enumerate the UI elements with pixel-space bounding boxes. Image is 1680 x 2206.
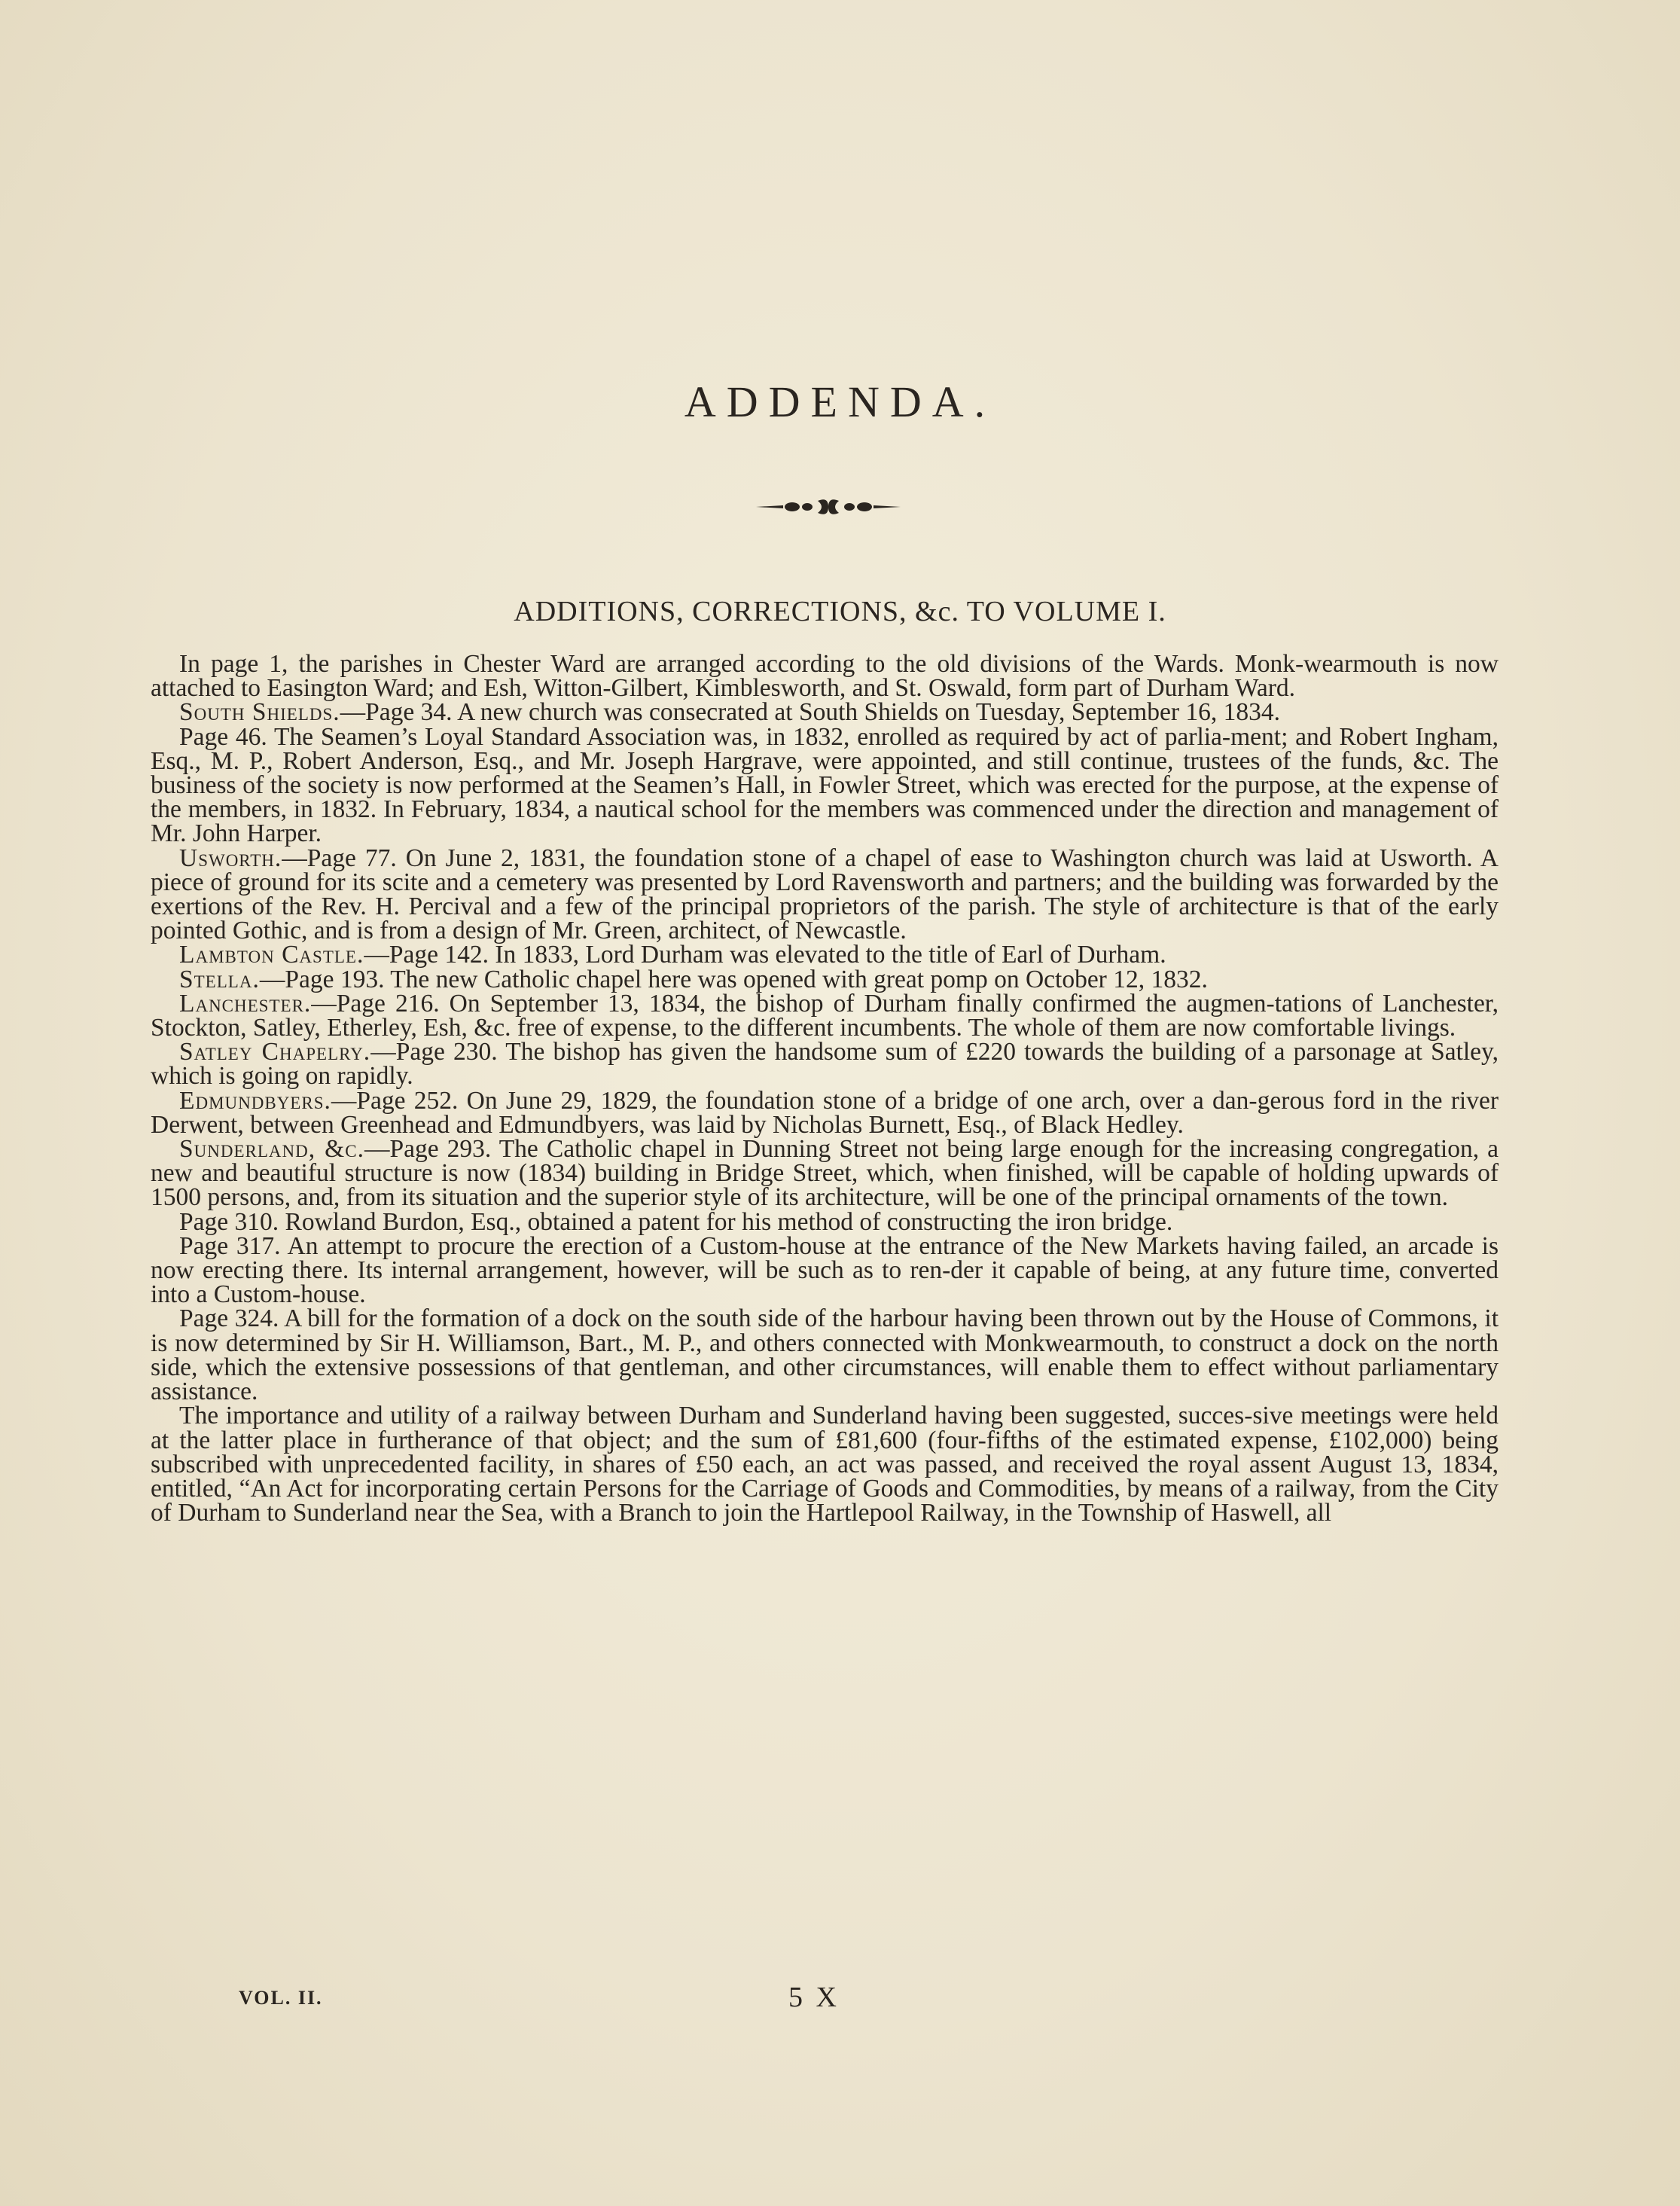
paragraph-text: —Page 142. In 1833, Lord Durham was elevated to the title of Earl of Durham. (364, 941, 1166, 969)
paragraph (151, 722, 1499, 848)
paragraph-lead: Lambton Castle. (179, 941, 364, 969)
paragraph-text: Page 317. An attempt to procure the erection of a Custom-house at the entrance of the New Markets having failed, an arcade is now erecting there. Its internal arrangement, however, will be such as to ren-der it capable of being, at any future time, converted into a Custom-house. (151, 1231, 1499, 1309)
paragraph-text: The importance and utility of a railway between Durham and Sunderland having been suggested, succes-sive meetings were held at the latter place in furtherance of that object; and the sum of £81,600 (four-fifths of the estimated expense, £102,000) being subscribed with unprecedented facility, in shares of £50 each, an act was passed, and received the royal assent August 13, 1834, entitled, “An Act for incorporating certain Persons for the Carriage of Goods and Commodities, by means of a railway, from the City of Durham to Sunderland near the Sea, with a Branch to join the Hartlepool Railway, in the Township of Haswell, all (151, 1402, 1499, 1527)
paragraph (151, 1231, 1499, 1309)
paragraph-text: —Page 230. The bishop has given the handsome sum of £220 towards the building of a parsonage at Satley, which is going on rapidly. (151, 1038, 1499, 1091)
page-title: ADDENDA. (684, 377, 996, 426)
paragraph-text: —Page 293. The Catholic chapel in Dunning Street not being large enough for the increasing congregation, a new and beautiful structure is now (1834) building in Bridge Street, which, when finished, will be capable of holding upwards of 1500 persons, and, from its situation and the superior style of its architecture, will be one of the principal ornaments of the town. (151, 1135, 1499, 1212)
paragraph-lead: Edmundbyers. (179, 1086, 331, 1115)
paragraph-text: Page 46. The Seamen’s Loyal Standard Association was, in 1832, enrolled as required by act of parlia-ment; and Robert Ingham, Esq., M. P., Robert Anderson, Esq., and Mr. Joseph Hargrave, were appointed, and still continue, trustees of the funds, &c. The business of the society is now performed at the Seamen’s Hall, in Fowler Street, which was erected for the purpose, at the expense of the members, in 1832. In February, 1834, a nautical school for the members was commenced under the direction and management of Mr. John Harper. (151, 722, 1499, 848)
paragraph (151, 1137, 1499, 1210)
body-text (151, 652, 1499, 1525)
paragraph-lead: Stella. (179, 965, 260, 993)
paragraph (151, 965, 1499, 993)
paragraph-lead: Satley Chapelry. (179, 1038, 371, 1066)
paragraph (151, 1207, 1499, 1236)
paragraph-text: Page 324. A bill for the formation of a dock on the south side of the harbour having been thrown out by the House of Commons, it is now determined by Sir H. Williamson, Bart., M. P., and others connected with Monkwearmouth, to construct a dock on the north side, which the extensive possessions of that gentleman, and other circumstances, will enable them to effect without parliamentary assistance. (151, 1304, 1499, 1406)
paragraph (151, 844, 1499, 945)
signature-mark: 5 X (788, 1982, 840, 2013)
paragraph (151, 700, 1499, 725)
paragraph-lead: Lanchester. (179, 989, 312, 1018)
paragraph (151, 1038, 1499, 1091)
paragraph (151, 1404, 1499, 1525)
paragraph-text: —Page 252. On June 29, 1829, the foundation stone of a bridge of one arch, over a dan-gerous ford in the river Derwent, between Greenhead and Edmundbyers, was laid by Nicholas Burnett, Esq., of Black Hedley. (151, 1086, 1499, 1139)
paragraph (151, 1304, 1499, 1406)
paragraph-text: —Page 77. On June 2, 1831, the foundation stone of a chapel of ease to Washington church was laid at Usworth. A piece of ground for its scite and a cemetery was presented by Lord Ravensworth and partners; and the building was forwarded by the exertions of the Rev. H. Percival and a few of the principal proprietors of the parish. The style of architecture is that of the early pointed Gothic, and is from a design of Mr. Green, architect, of Newcastle. (151, 844, 1499, 945)
paragraph (151, 943, 1499, 967)
paragraph-text: —Page 216. On September 13, 1834, the bishop of Durham finally confirmed the augmen-tations of Lanchester, Stockton, Satley, Etherley, Esh, &c. free of expense, to the different incumbents. The whole of them are now comfortable livings. (151, 989, 1499, 1042)
paragraph-lead: South Shields. (179, 698, 340, 727)
paragraph (151, 650, 1499, 703)
page-footer (0, 1981, 1680, 2011)
paragraph-text: Page 310. Rowland Burdon, Esq., obtained a patent for his method of constructing the iron bridge. (179, 1207, 1173, 1236)
paragraph-lead: Sunderland, &c. (179, 1135, 364, 1164)
ornamental-rule-icon (753, 493, 904, 520)
paragraph (151, 1086, 1499, 1139)
paragraph-text: —Page 34. A new church was consecrated at South Shields on Tuesday, September 16, 1834. (340, 698, 1280, 727)
section-subtitle: ADDITIONS, CORRECTIONS, &c. TO VOLUME I. (514, 596, 1166, 627)
volume-label: VOL. II. (239, 1987, 323, 2009)
paragraph-text: —Page 193. The new Catholic chapel here was opened with great pomp on October 12, 1832. (259, 965, 1208, 993)
paragraph-text: In page 1, the parishes in Chester Ward are arranged according to the old divisions of the Wards. Monk-wearmouth is now attached to Easington Ward; and Esh, Witton-Gilbert, Kimblesworth, and St. Oswald, form part of Durham Ward. (151, 650, 1499, 703)
paragraph (151, 989, 1499, 1042)
paragraph-lead: Usworth. (179, 844, 282, 872)
